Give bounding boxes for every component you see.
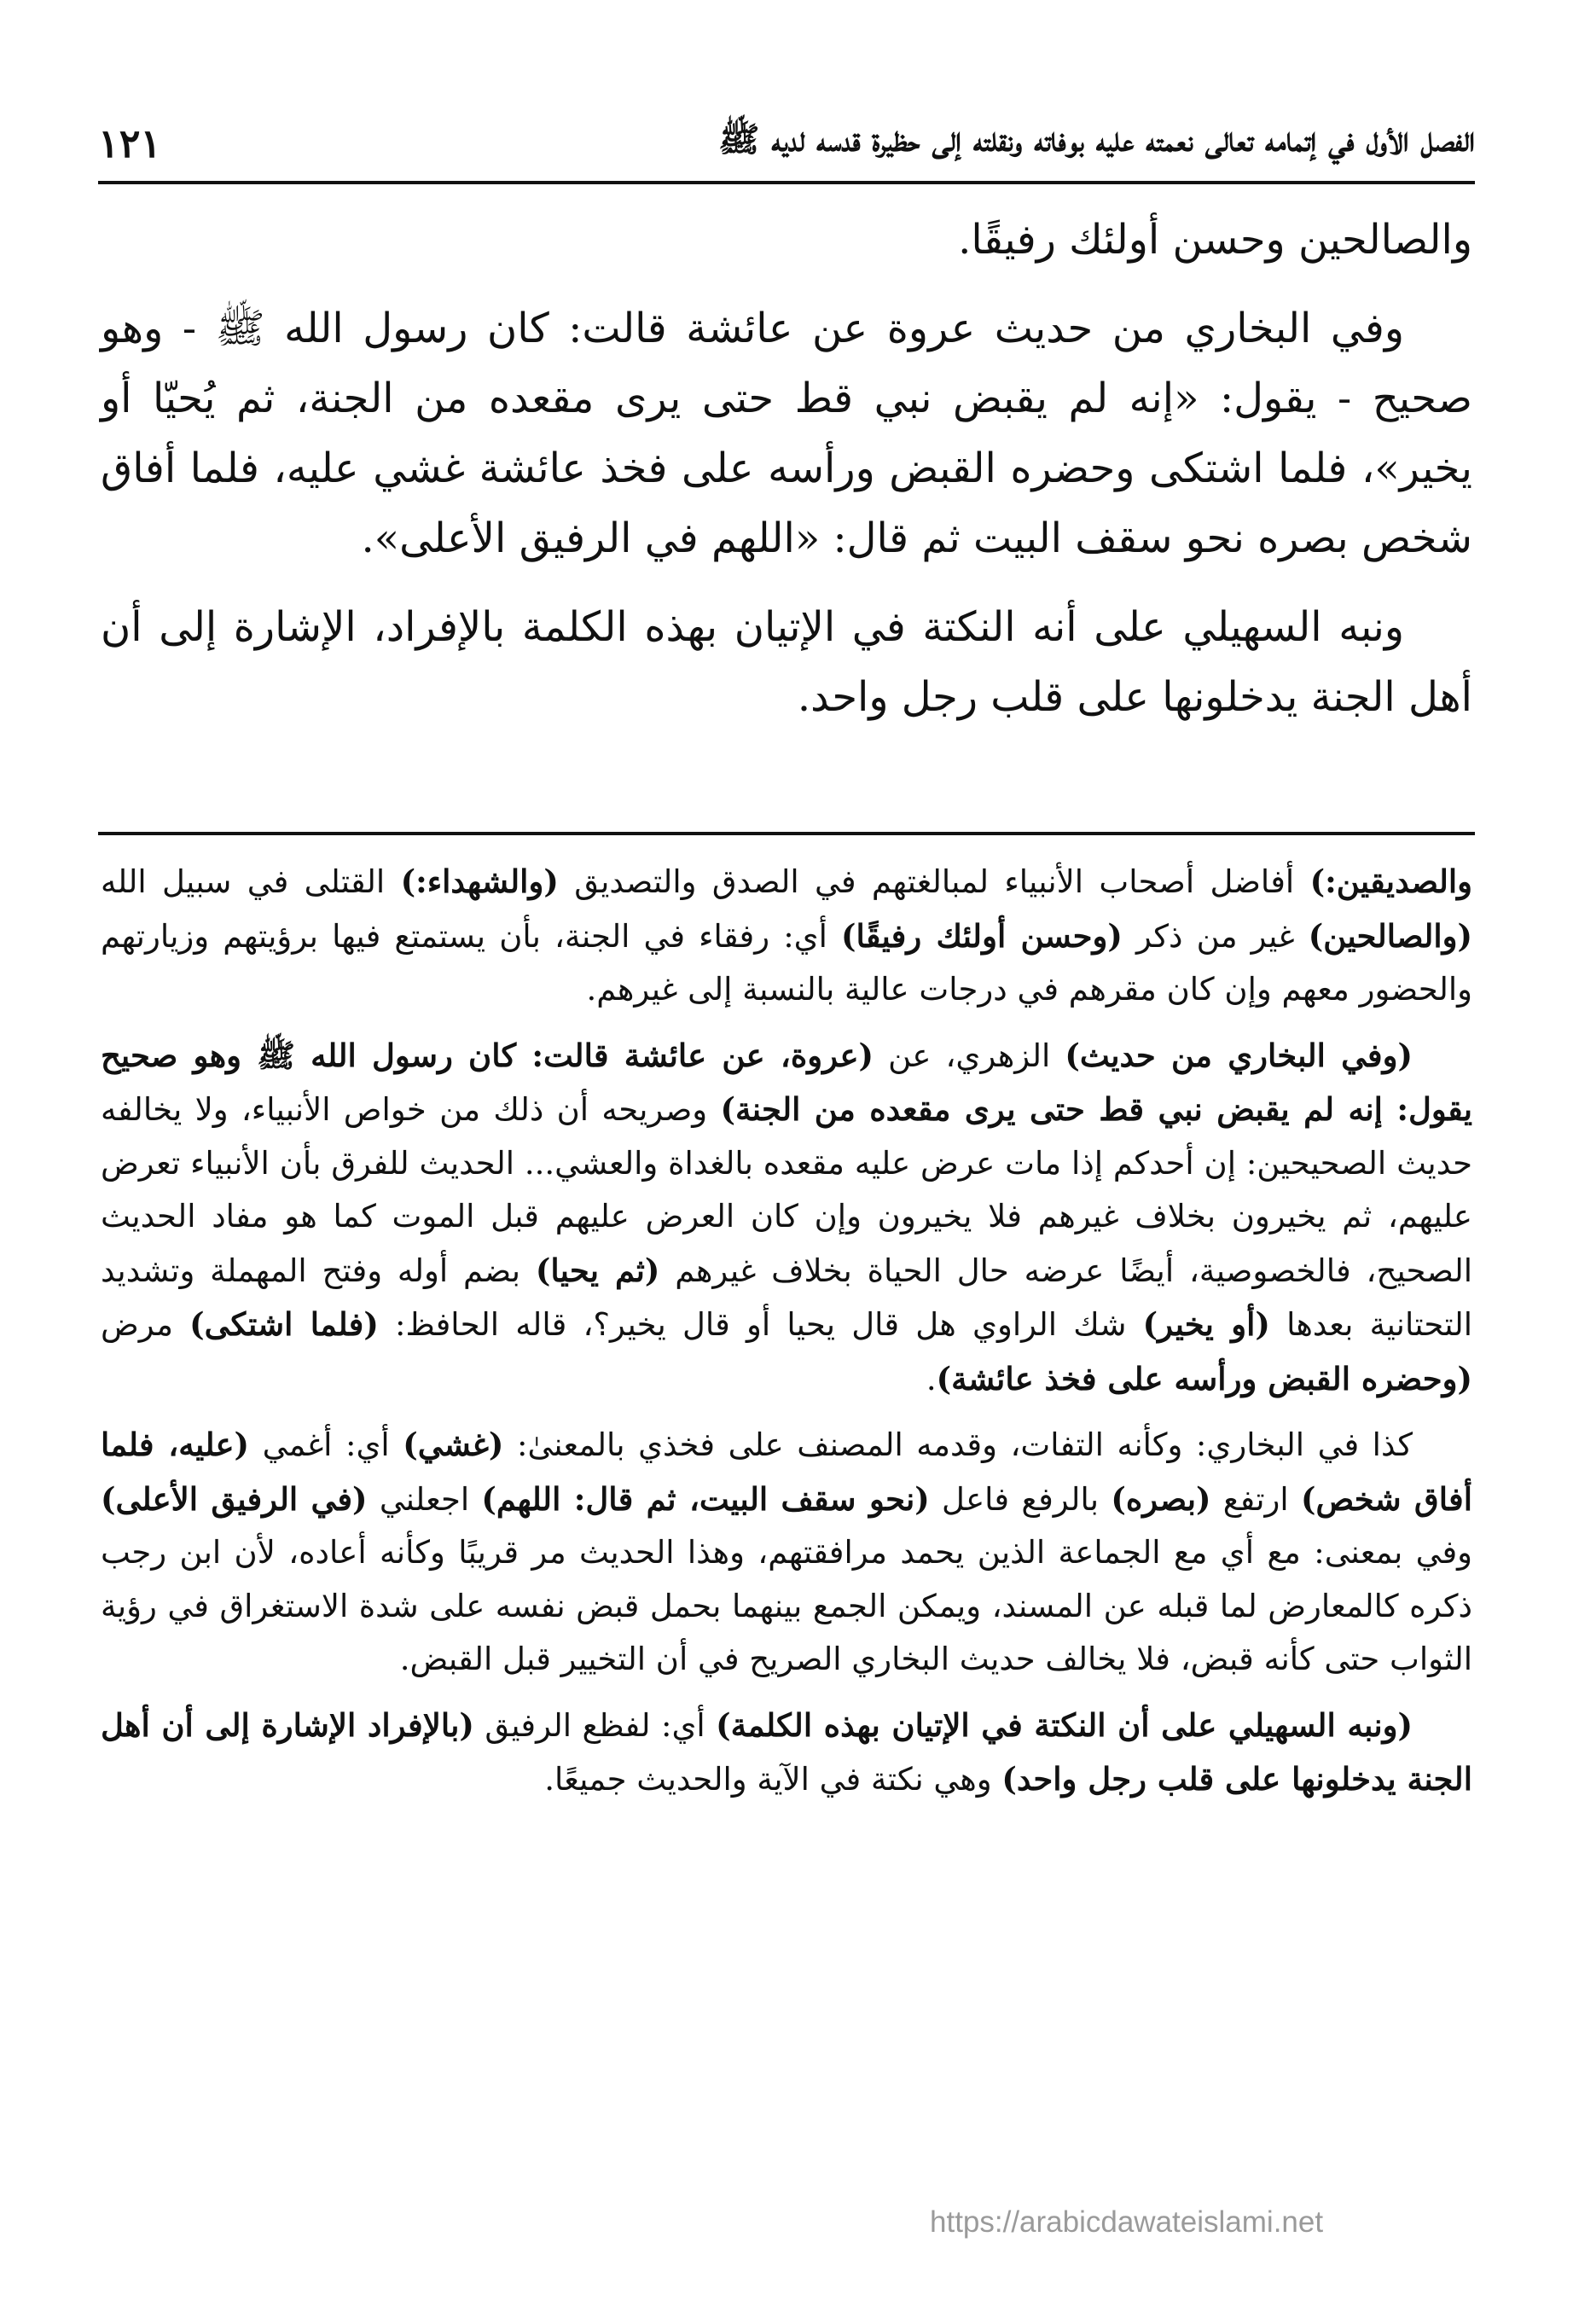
quoted-term: (عروة، عن عائشة قالت: كان رسول الله ﷺ وهو صحيح يقول: إنه لم يقبض نبي قط حتى يرى مقعده من الجنة) (101, 1036, 1472, 1128)
commentary-paragraph (101, 1418, 1472, 1687)
main-paragraph: والصالحين وحسن أولئك رفيقًا. (958, 216, 1472, 264)
quoted-term: (عليه، فلما أفاق شخص) (101, 1426, 1473, 1518)
quoted-term: والصديقين:) (1309, 863, 1473, 900)
commentary-text: بضم أوله وفتح المهملة وتشديد التحتانية بعدها (101, 1252, 1472, 1343)
quoted-term: (بصره) (1111, 1479, 1211, 1518)
commentary-text: بالرفع فاعل (929, 1480, 1112, 1518)
commentary-paragraph (101, 1029, 1472, 1407)
header-rule (98, 181, 1475, 184)
commentary-text: أفاضل أصحاب الأنبياء لمبالغتهم في الصدق والتصديق (558, 863, 1310, 900)
quoted-term: (وفي البخاري من حديث) (1065, 1036, 1413, 1074)
commentary-text: أي: أغمي (249, 1426, 403, 1463)
commentary-text: شك الراوي هل قال يحيا أو قال يخير؟، قاله الحافظ: (378, 1306, 1143, 1343)
commentary-text: أي: لفظع الرفيق (473, 1706, 717, 1744)
quoted-term: (بالإفراد الإشارة إلى أن أهل الجنة يدخلونها على قلب رجل واحد) (101, 1705, 1472, 1798)
quoted-term: (في الرفيق الأعلى) (101, 1479, 368, 1518)
running-header (98, 109, 1475, 177)
quoted-term: (ونبه السهيلي على أن النكتة في الإتيان بهذه الكلمة) (716, 1705, 1413, 1744)
commentary-paragraph (101, 855, 1472, 1017)
commentary-text: اجعلني (367, 1480, 482, 1518)
commentary (101, 855, 1472, 1819)
quoted-term: (ثم يحيا) (535, 1251, 660, 1289)
chapter-title: الفصل الأول في إتمامه تعالى نعمته عليه بوفاته ونقلته إلى حظيرة قدسه لديه ﷺ (718, 119, 1475, 160)
commentary-text: وهي نكتة في الآية والحديث جميعًا. (544, 1761, 1002, 1798)
footnote-rule (98, 832, 1475, 835)
watermark-url: https://arabicdawateislami.net (930, 2205, 1324, 2239)
quoted-term: (أو يخير) (1142, 1305, 1270, 1343)
commentary-text: أي: رفقاء في الجنة، بأن يستمتع فيها برؤيتهم وزيارتهم والحضور معهم وإن كان مقرهم في درجات عالية بالنسبة إلى غيرهم. (101, 917, 1472, 1008)
quoted-term: (والصالحين) (1308, 916, 1472, 955)
commentary-text: الزهري، عن (874, 1037, 1065, 1074)
main-paragraph: ونبه السهيلي على أنه النكتة في الإتيان بهذه الكلمة بالإفراد، الإشارة إلى أن أهل الجنة يدخلونها على قلب رجل واحد. (101, 603, 1472, 721)
page-number: ١٢١ (98, 120, 162, 166)
commentary-text: القتلى في سبيل الله (101, 863, 401, 900)
commentary-text: ارتفع (1210, 1480, 1301, 1518)
commentary-text: غير من ذكر (1122, 917, 1309, 955)
quoted-term: (وحضره القبض ورأسه على فخذ عائشة) (936, 1359, 1472, 1397)
commentary-text: وفي بمعنى: مع أي مع الجماعة الذين يحمد مرافقتهم، وهذا الحديث مر قريبًا وكأنه أعاده، لأن ابن رجب ذكره كالمعارض لما قبله عن المسند، ويمكن الجمع بينهما بحمل قبض نفسه على شدة الاستغراق في رؤية الثواب حتى كأنه قبض، فلا يخالف حديث البخاري الصريح في أن التخيير قبل القبض. (101, 1534, 1472, 1677)
main-paragraph: وفي البخاري من حديث عروة عن عائشة قالت: كان رسول الله ﷺ - وهو صحيح - يقول: «إنه لم يقبض نبي قط حتى يرى مقعده من الجنة، ثم يُحيّا أو يخير»، فلما اشتكى وحضره القبض ورأسه على فخذ عائشة غشي عليه، فلما أفاق شخص بصره نحو سقف البيت ثم قال: «اللهم في الرفيق الأعلى». (101, 305, 1472, 562)
quoted-term: (والشهداء:) (400, 863, 559, 900)
commentary-paragraph (101, 1699, 1472, 1807)
quoted-term: (فلما اشتكى) (189, 1305, 379, 1343)
quoted-term: (غشي) (403, 1426, 504, 1463)
commentary-text: وصريحه أن ذلك من خواص الأنبياء، ولا يخالفه حديث الصحيحين: إن أحدكم إذا مات عرض عليه مقعده بالغداة والعشي... الحديث للفرق بأن الأنبياء تعرض عليهم، ثم يخيرون بخلاف غيرهم فلا يخيرون وإن كان العرض عليهم قبل الموت كما هو مفاد الحديث الصحيح، فالخصوصية، أيضًا عرضه حال الحياة بخلاف غيرهم (101, 1091, 1473, 1289)
quoted-term: (وحسن أولئك رفيقًا) (841, 916, 1123, 955)
main-text (101, 205, 1472, 751)
commentary-text: مرض (101, 1306, 190, 1343)
commentary-text: . (926, 1360, 937, 1397)
quoted-term: (نحو سقف البيت، ثم قال: اللهم) (481, 1479, 930, 1518)
commentary-text: كذا في البخاري: وكأنه التفات، وقدمه المصنف على فخذي بالمعنىٰ: (503, 1426, 1413, 1463)
